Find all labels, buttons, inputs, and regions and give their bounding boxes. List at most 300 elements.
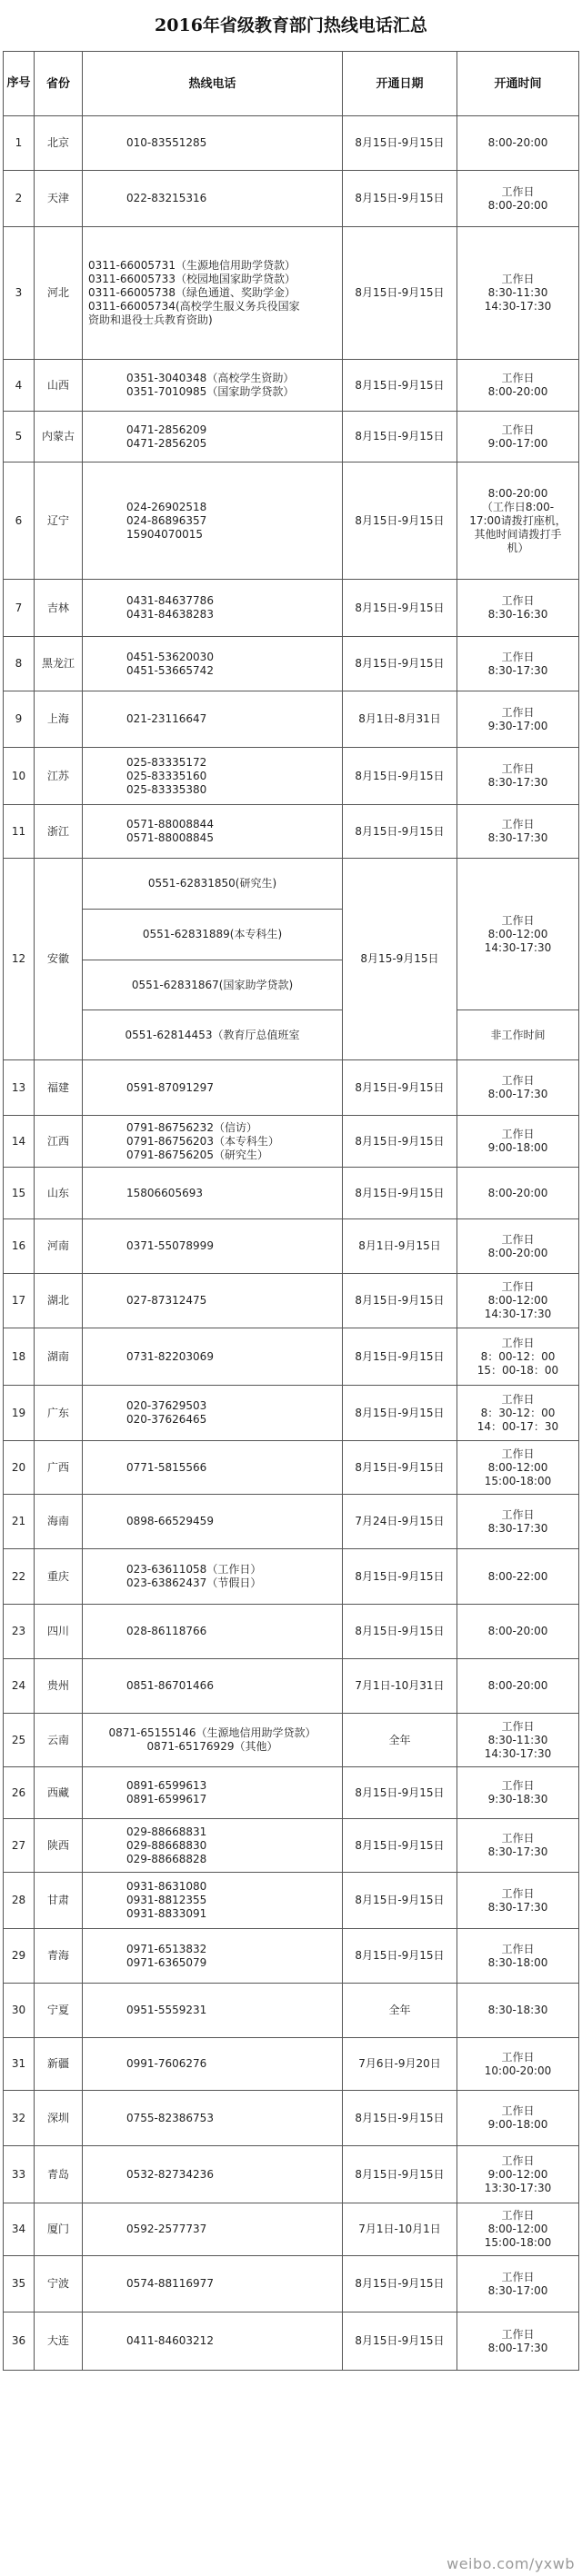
row-phones-line: 0871-65176929（其他） bbox=[146, 1740, 278, 1753]
row-phones-line: 0931-8631080 bbox=[126, 1880, 207, 1893]
row-time-line: 工作日 bbox=[501, 273, 535, 285]
row-time bbox=[457, 360, 579, 412]
row-seq: 20 bbox=[4, 1441, 35, 1495]
header-time: 开通时间 bbox=[457, 52, 579, 116]
row-seq: 5 bbox=[4, 412, 35, 462]
row-time bbox=[457, 2146, 579, 2203]
row-time bbox=[457, 2312, 579, 2371]
row-seq: 10 bbox=[4, 748, 35, 805]
row-province: 湖南 bbox=[35, 1328, 83, 1386]
row-time bbox=[457, 1219, 579, 1274]
row-phones bbox=[83, 2038, 343, 2091]
row-date: 8月15日-9月15日 bbox=[343, 1060, 457, 1116]
row-time bbox=[457, 580, 579, 637]
row-time bbox=[457, 2091, 579, 2146]
table-row bbox=[4, 1659, 579, 1714]
row-seq: 13 bbox=[4, 1060, 35, 1116]
row-phones bbox=[83, 2091, 343, 2146]
row-province: 海南 bbox=[35, 1495, 83, 1549]
row-phones-line: 027-87312475 bbox=[126, 1294, 207, 1307]
row-phones-line: 15806605693 bbox=[126, 1186, 203, 1199]
row-time-line: 工作日 bbox=[501, 1232, 535, 1246]
row-time bbox=[457, 1767, 579, 1819]
table-row bbox=[4, 805, 579, 859]
row-date: 8月15日-9月15日 bbox=[343, 1605, 457, 1659]
row-phones: 0551-62814453（教育厅总值班室 bbox=[83, 1010, 343, 1060]
row-province: 陕西 bbox=[35, 1819, 83, 1873]
row-time bbox=[457, 1116, 579, 1168]
row-phones-line: 0411-84603212 bbox=[126, 2334, 214, 2347]
row-time-line: 9:00-18:00 bbox=[487, 1141, 548, 1154]
row-phones bbox=[83, 1659, 343, 1714]
row-province: 重庆 bbox=[35, 1549, 83, 1605]
row-time-line: 工作日 bbox=[501, 372, 535, 384]
row-time bbox=[457, 691, 579, 748]
row-date: 8月15日-9月15日 bbox=[343, 1873, 457, 1929]
table-row bbox=[4, 1929, 579, 1984]
row-time-line: 工作日 bbox=[501, 184, 535, 198]
row-phones-line: 0311-66005738（绿色通道、奖助学金） bbox=[88, 286, 296, 299]
row-phones-line: 0351-7010985（国家助学贷款） bbox=[126, 385, 295, 398]
row-phones: 0551-62831889(本专科生) bbox=[83, 910, 343, 960]
row-time-line: 10:00-20:00 bbox=[484, 2064, 552, 2077]
row-time-line: 工作日 bbox=[501, 2104, 535, 2117]
row-date: 8月15日-9月15日 bbox=[343, 171, 457, 227]
row-phones bbox=[83, 805, 343, 859]
row-date: 8月15日-9月15日 bbox=[343, 1168, 457, 1219]
row-time-line: 机） bbox=[507, 541, 529, 554]
row-province: 广西 bbox=[35, 1441, 83, 1495]
row-phones-line: 0592-2577737 bbox=[126, 2223, 207, 2235]
row-phones-line: 0851-86701466 bbox=[126, 1679, 214, 1692]
row-date: 8月15日-9月15日 bbox=[343, 2256, 457, 2312]
row-time-line: 8:30-18:30 bbox=[487, 2004, 548, 2016]
row-seq: 4 bbox=[4, 360, 35, 412]
row-time-line: 14:30-17:30 bbox=[484, 1746, 552, 1760]
row-date: 8月15日-9月15日 bbox=[343, 2312, 457, 2371]
table-row bbox=[4, 227, 579, 360]
row-province: 云南 bbox=[35, 1714, 83, 1767]
row-time bbox=[457, 748, 579, 805]
row-time-line: 8:30-17:30 bbox=[487, 663, 548, 677]
row-province: 河南 bbox=[35, 1219, 83, 1274]
row-phones-line: 0755-82386753 bbox=[126, 2111, 214, 2124]
row-date: 8月15日-9月15日 bbox=[343, 227, 457, 360]
row-seq: 8 bbox=[4, 637, 35, 691]
row-seq: 3 bbox=[4, 227, 35, 360]
row-phones bbox=[83, 1168, 343, 1219]
row-phones bbox=[83, 1441, 343, 1495]
row-date: 8月15日-9月15日 bbox=[343, 1929, 457, 1984]
row-time bbox=[457, 1984, 579, 2038]
row-phones bbox=[83, 2256, 343, 2312]
row-phones bbox=[83, 1274, 343, 1328]
row-time-line: 工作日 bbox=[501, 1886, 535, 1900]
row-time-line: 8:30-18:00 bbox=[487, 1955, 548, 1969]
row-phones-line: 0791-86756205（研究生） bbox=[126, 1148, 268, 1161]
row-phones bbox=[83, 748, 343, 805]
row-time-line: 8:00-20:00 bbox=[487, 136, 548, 149]
table-row bbox=[4, 1767, 579, 1819]
table-row bbox=[4, 580, 579, 637]
row-seq: 32 bbox=[4, 2091, 35, 2146]
row-time-line: 8:00-17:30 bbox=[487, 1088, 548, 1100]
row-time bbox=[457, 1873, 579, 1929]
row-province: 贵州 bbox=[35, 1659, 83, 1714]
table-row bbox=[4, 1984, 579, 2038]
row-date: 7月24日-9月15日 bbox=[343, 1495, 457, 1549]
row-phones-line: 025-83335160 bbox=[126, 769, 207, 782]
row-phones-line: 0311-66005731（生源地信用助学贷款） bbox=[88, 259, 296, 272]
row-time-line: 工作日 bbox=[501, 1336, 535, 1349]
row-time bbox=[457, 412, 579, 462]
row-date: 8月1日-8月31日 bbox=[343, 691, 457, 748]
row-time-line: 工作日 bbox=[501, 2153, 535, 2167]
table-row bbox=[4, 171, 579, 227]
row-time bbox=[457, 1386, 579, 1441]
row-time bbox=[457, 1328, 579, 1386]
row-phones-line: 0931-8833091 bbox=[126, 1907, 207, 1920]
row-date: 7月1日-10月31日 bbox=[343, 1659, 457, 1714]
table-row bbox=[4, 1010, 579, 1060]
row-time-line: 8:30-17:30 bbox=[487, 776, 548, 789]
row-phones-line: 0971-6513832 bbox=[126, 1942, 207, 1955]
table-row bbox=[4, 116, 579, 171]
row-phones bbox=[83, 1060, 343, 1116]
row-date: 8月15日-9月15日 bbox=[343, 116, 457, 171]
row-date: 8月15日-9月15日 bbox=[343, 2091, 457, 2146]
row-time-line: 14:30-17:30 bbox=[484, 1308, 552, 1320]
row-seq: 6 bbox=[4, 462, 35, 580]
row-province: 福建 bbox=[35, 1060, 83, 1116]
row-phones-line: 025-83335380 bbox=[126, 782, 207, 796]
row-time-line: 14:30-17:30 bbox=[484, 300, 552, 313]
row-seq: 24 bbox=[4, 1659, 35, 1714]
row-province: 江苏 bbox=[35, 748, 83, 805]
row-phones-line: 0471-2856209 bbox=[126, 423, 207, 436]
row-time-line: 15:00-18:00 bbox=[484, 2236, 552, 2249]
row-time-line: 8:30-11:30 bbox=[487, 286, 548, 299]
row-phones-line: 15904070015 bbox=[126, 527, 203, 541]
table-row bbox=[4, 2038, 579, 2091]
row-time bbox=[457, 1060, 579, 1116]
row-seq: 31 bbox=[4, 2038, 35, 2091]
hotline-table bbox=[3, 51, 579, 2371]
table-row bbox=[4, 1274, 579, 1328]
row-phones bbox=[83, 1873, 343, 1929]
row-phones bbox=[83, 1605, 343, 1659]
row-phones-line: 0871-65155146（生源地信用助学贷款） bbox=[108, 1726, 316, 1739]
row-time-line: 8:00-12:00 bbox=[487, 1460, 548, 1474]
row-time-line: 9:00-18:00 bbox=[487, 2118, 548, 2131]
row-time bbox=[457, 1495, 579, 1549]
row-time-line: 8：00-12：00 bbox=[480, 1349, 556, 1363]
row-phones-line: 020-37629503 bbox=[126, 1399, 207, 1412]
header-date: 开通日期 bbox=[343, 52, 457, 116]
row-time bbox=[457, 637, 579, 691]
row-phones-line: 0951-5559231 bbox=[126, 2004, 207, 2016]
row-seq: 30 bbox=[4, 1984, 35, 2038]
row-date: 8月15日-9月15日 bbox=[343, 1819, 457, 1873]
row-phones: 0551-62831867(国家助学贷款) bbox=[83, 960, 343, 1010]
row-time bbox=[457, 859, 579, 1010]
page-title: 2016年省级教育部门热线电话汇总 bbox=[155, 15, 427, 35]
row-phones bbox=[83, 227, 343, 360]
row-time: 非工作时间 bbox=[457, 1010, 579, 1060]
table-row bbox=[4, 859, 579, 910]
table-body bbox=[4, 116, 579, 2371]
row-seq: 26 bbox=[4, 1767, 35, 1819]
row-time-line: 9:00-17:00 bbox=[487, 436, 548, 450]
row-date: 8月15日-9月15日 bbox=[343, 1441, 457, 1495]
row-phones bbox=[83, 412, 343, 462]
row-province: 深圳 bbox=[35, 2091, 83, 2146]
table-row bbox=[4, 2203, 579, 2256]
row-phones-line: 021-23116647 bbox=[126, 712, 207, 725]
table-row bbox=[4, 1116, 579, 1168]
row-date: 8月15日-9月15日 bbox=[343, 412, 457, 462]
row-time-line: 14：00-17：30 bbox=[477, 1419, 559, 1433]
row-time-line: 工作日 bbox=[501, 762, 535, 775]
row-seq: 18 bbox=[4, 1328, 35, 1386]
row-phones bbox=[83, 2203, 343, 2256]
table-row bbox=[4, 360, 579, 412]
row-province: 上海 bbox=[35, 691, 83, 748]
row-time-line: 工作日 bbox=[501, 1392, 535, 1406]
row-seq: 25 bbox=[4, 1714, 35, 1767]
row-time-line: （工作日8:00- bbox=[481, 500, 555, 513]
table-row bbox=[4, 691, 579, 748]
row-time bbox=[457, 2203, 579, 2256]
row-time-line: 8:00-22:00 bbox=[487, 1569, 548, 1583]
row-seq: 33 bbox=[4, 2146, 35, 2203]
row-seq: 11 bbox=[4, 805, 35, 859]
row-date: 全年 bbox=[343, 1984, 457, 2038]
row-time-line: 17:00请拨打座机， bbox=[469, 513, 567, 527]
row-phones-line: 资助和退役士兵教育资助) bbox=[88, 313, 213, 326]
row-phones-line: 0591-87091297 bbox=[126, 1080, 214, 1094]
row-phones-line: 0971-6365079 bbox=[126, 1955, 207, 1969]
table-row bbox=[4, 462, 579, 580]
row-time-line: 8:00-20:00 bbox=[487, 385, 548, 398]
row-time-line: 8:00-20:00 bbox=[487, 486, 548, 500]
row-time bbox=[457, 1549, 579, 1605]
row-date: 全年 bbox=[343, 1714, 457, 1767]
row-phones-line: 0791-86756203（本专科生） bbox=[126, 1134, 279, 1148]
row-province: 北京 bbox=[35, 116, 83, 171]
table-row bbox=[4, 1328, 579, 1386]
row-phones-line: 022-83215316 bbox=[126, 192, 207, 204]
row-province: 宁波 bbox=[35, 2256, 83, 2312]
row-time-line: 工作日 bbox=[501, 913, 535, 927]
row-phones bbox=[83, 116, 343, 171]
header-seq: 序号 bbox=[4, 52, 35, 116]
row-seq: 2 bbox=[4, 171, 35, 227]
row-time-line: 工作日 bbox=[501, 2270, 535, 2283]
row-phones-line: 0791-86756232（信访） bbox=[126, 1120, 257, 1134]
row-phones-line: 0574-88116977 bbox=[126, 2277, 214, 2290]
row-time-line: 8:00-20:00 bbox=[487, 1186, 548, 1199]
table-row bbox=[4, 412, 579, 462]
row-seq: 7 bbox=[4, 580, 35, 637]
row-phones bbox=[83, 1929, 343, 1984]
row-province: 山西 bbox=[35, 360, 83, 412]
row-time-line: 其他时间请拨打手 bbox=[474, 527, 562, 541]
row-time-line: 8:30-17:30 bbox=[487, 1521, 548, 1535]
table-row bbox=[4, 1219, 579, 1274]
row-time-line: 工作日 bbox=[501, 2209, 535, 2222]
row-time bbox=[457, 805, 579, 859]
row-province: 吉林 bbox=[35, 580, 83, 637]
row-time bbox=[457, 227, 579, 360]
row-phones-line: 0571-88008845 bbox=[126, 831, 214, 844]
row-time-line: 8:00-12:00 bbox=[487, 1294, 548, 1307]
row-province: 黑龙江 bbox=[35, 637, 83, 691]
row-province: 新疆 bbox=[35, 2038, 83, 2091]
row-phones bbox=[83, 1984, 343, 2038]
table-row bbox=[4, 1605, 579, 1659]
row-date: 8月15日-9月15日 bbox=[343, 1549, 457, 1605]
row-time-line: 工作日 bbox=[501, 1128, 535, 1140]
table-row bbox=[4, 2256, 579, 2312]
row-phones-line: 010-83551285 bbox=[126, 136, 207, 149]
row-phones bbox=[83, 1495, 343, 1549]
row-phones bbox=[83, 1819, 343, 1873]
row-time-line: 8:30-17:30 bbox=[487, 1845, 548, 1858]
row-province: 大连 bbox=[35, 2312, 83, 2371]
row-province: 青海 bbox=[35, 1929, 83, 1984]
row-time bbox=[457, 171, 579, 227]
row-phones bbox=[83, 171, 343, 227]
table-row bbox=[4, 1386, 579, 1441]
row-phones-line: 023-63611058（工作日） bbox=[126, 1563, 262, 1576]
table-row bbox=[4, 1168, 579, 1219]
row-phones-line: 029-88668828 bbox=[126, 1852, 207, 1865]
row-seq: 1 bbox=[4, 116, 35, 171]
row-phones-line: 0451-53620030 bbox=[126, 650, 214, 663]
row-province: 山东 bbox=[35, 1168, 83, 1219]
row-seq: 17 bbox=[4, 1274, 35, 1328]
row-seq: 28 bbox=[4, 1873, 35, 1929]
table-row bbox=[4, 2146, 579, 2203]
row-phones bbox=[83, 1714, 343, 1767]
row-seq: 14 bbox=[4, 1116, 35, 1168]
row-time-line: 8:00-20:00 bbox=[487, 1625, 548, 1637]
row-time-line: 工作日 bbox=[501, 423, 535, 436]
header-row bbox=[4, 52, 579, 116]
row-time-line: 8:00-20:00 bbox=[487, 1679, 548, 1692]
row-province: 西藏 bbox=[35, 1767, 83, 1819]
table-row bbox=[4, 748, 579, 805]
row-time-line: 9:30-17:00 bbox=[487, 719, 548, 732]
row-phones bbox=[83, 2312, 343, 2371]
row-province: 广东 bbox=[35, 1386, 83, 1441]
row-seq: 27 bbox=[4, 1819, 35, 1873]
row-time bbox=[457, 1441, 579, 1495]
row-phones bbox=[83, 1328, 343, 1386]
row-phones-line: 0311-66005734(高校学生服义务兵役国家 bbox=[88, 300, 300, 313]
row-phones-line: 024-86896357 bbox=[126, 513, 207, 527]
row-time bbox=[457, 1605, 579, 1659]
row-time-line: 工作日 bbox=[501, 650, 535, 663]
row-province: 江西 bbox=[35, 1116, 83, 1168]
row-province: 青岛 bbox=[35, 2146, 83, 2203]
row-seq: 9 bbox=[4, 691, 35, 748]
row-time-line: 工作日 bbox=[501, 1719, 535, 1733]
row-time bbox=[457, 2038, 579, 2091]
row-time bbox=[457, 116, 579, 171]
row-time-line: 工作日 bbox=[501, 1507, 535, 1521]
row-time-line: 工作日 bbox=[501, 1832, 535, 1845]
row-province: 浙江 bbox=[35, 805, 83, 859]
row-date: 8月1日-9月15日 bbox=[343, 1219, 457, 1274]
row-phones bbox=[83, 360, 343, 412]
row-time-line: 工作日 bbox=[501, 1074, 535, 1087]
row-phones bbox=[83, 691, 343, 748]
row-province: 辽宁 bbox=[35, 462, 83, 580]
table-row bbox=[4, 2312, 579, 2371]
row-time-line: 8:30-17:00 bbox=[487, 2283, 548, 2297]
row-time bbox=[457, 462, 579, 580]
row-phones: 0551-62831850(研究生) bbox=[83, 859, 343, 910]
row-time-line: 工作日 bbox=[501, 818, 535, 830]
row-time-line: 8:00-20:00 bbox=[487, 198, 548, 212]
row-phones-line: 029-88668831 bbox=[126, 1825, 207, 1838]
row-phones bbox=[83, 1767, 343, 1819]
row-phones-line: 020-37626465 bbox=[126, 1413, 207, 1426]
row-time-line: 8:00-17:30 bbox=[487, 2341, 548, 2354]
row-seq: 12 bbox=[4, 859, 35, 1060]
row-phones-line: 0371-55078999 bbox=[126, 1239, 214, 1252]
row-date: 8月15-9月15日 bbox=[343, 859, 457, 1060]
row-phones-line: 028-86118766 bbox=[126, 1625, 207, 1637]
row-phones-line: 0351-3040348（高校学生资助） bbox=[126, 372, 295, 384]
row-province: 宁夏 bbox=[35, 1984, 83, 2038]
row-time-line: 8:30-17:30 bbox=[487, 1900, 548, 1914]
row-date: 8月15日-9月15日 bbox=[343, 805, 457, 859]
row-date: 8月15日-9月15日 bbox=[343, 580, 457, 637]
table-row bbox=[4, 1819, 579, 1873]
row-phones bbox=[83, 462, 343, 580]
row-phones-line: 024-26902518 bbox=[126, 500, 207, 513]
row-phones-line: 0451-53665742 bbox=[126, 663, 214, 677]
row-time-line: 工作日 bbox=[501, 705, 535, 719]
row-date: 7月1日-10月1日 bbox=[343, 2203, 457, 2256]
row-phones-line: 0731-82203069 bbox=[126, 1349, 214, 1363]
row-time-line: 工作日 bbox=[501, 1942, 535, 1955]
header-province: 省份 bbox=[35, 52, 83, 116]
row-time-line: 8:30-17:30 bbox=[487, 831, 548, 844]
row-time-line: 8:00-12:00 bbox=[487, 927, 548, 940]
row-phones-line: 025-83335172 bbox=[126, 755, 207, 769]
row-time-line: 工作日 bbox=[501, 1447, 535, 1460]
watermark: weibo.com/yxwb bbox=[447, 2555, 575, 2572]
row-date: 8月15日-9月15日 bbox=[343, 1328, 457, 1386]
row-phones-line: 0311-66005733（校园地国家助学贷款） bbox=[88, 273, 296, 285]
row-province: 安徽 bbox=[35, 859, 83, 1060]
row-seq: 22 bbox=[4, 1549, 35, 1605]
row-phones-line: 029-88668830 bbox=[126, 1838, 207, 1852]
row-phones-line: 0891-6599613 bbox=[126, 1779, 207, 1792]
row-phones-line: 0471-2856205 bbox=[126, 436, 207, 450]
row-phones bbox=[83, 1386, 343, 1441]
row-time-line: 工作日 bbox=[501, 1280, 535, 1293]
row-time-line: 8:30-16:30 bbox=[487, 608, 548, 621]
row-province: 四川 bbox=[35, 1605, 83, 1659]
table-row bbox=[4, 1441, 579, 1495]
table-row bbox=[4, 1714, 579, 1767]
row-phones-line: 0571-88008844 bbox=[126, 818, 214, 830]
